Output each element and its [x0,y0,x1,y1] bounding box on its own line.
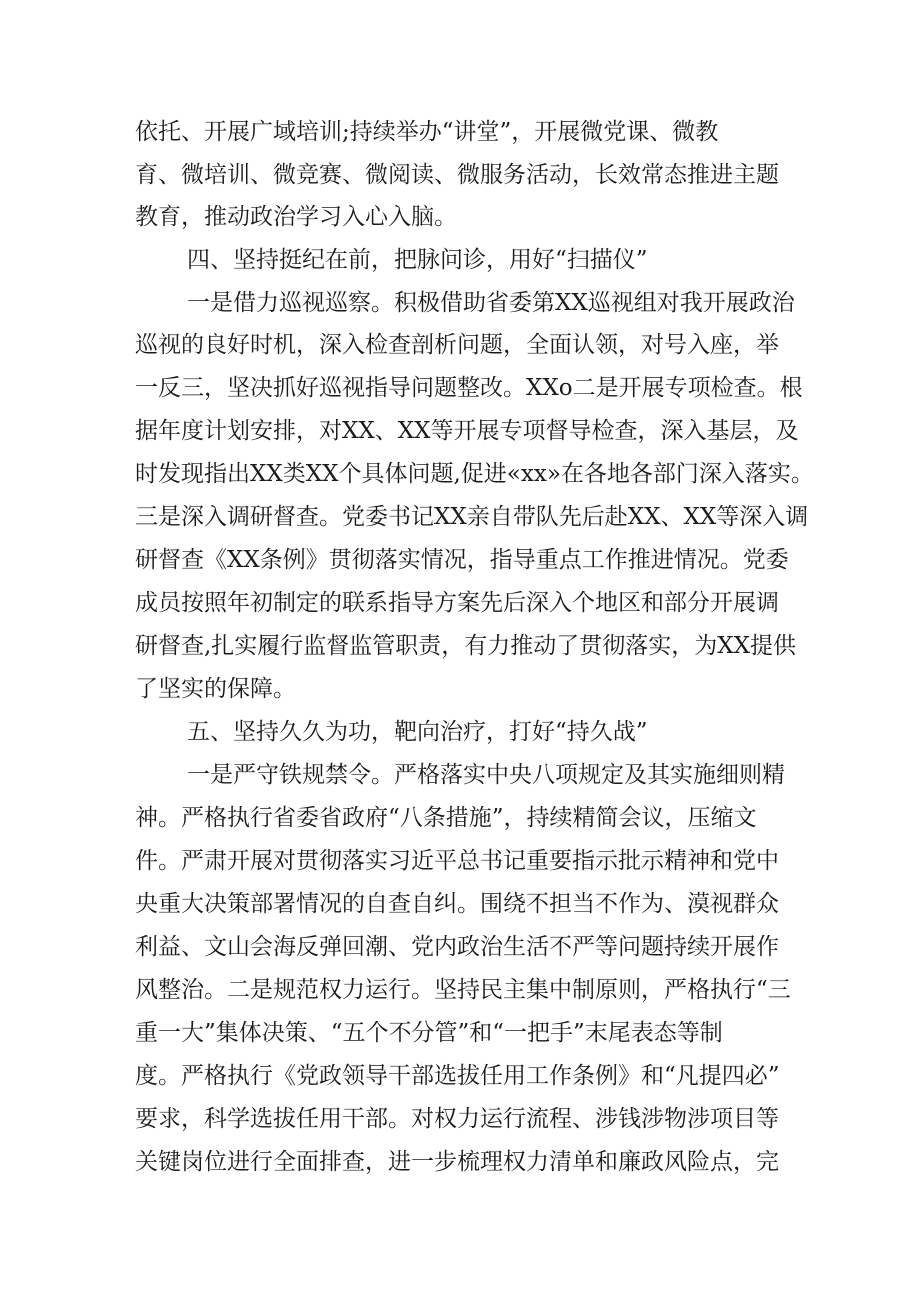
text-line: 教育，推动政治学习入心入脑。 [135,204,457,230]
text-line: 一是借力巡视巡察。积极借助省委第XX巡视组对我开展政治 [187,290,795,316]
text-line: 时发现指出XX类XX个具体问题,促进«xx»在各地各部门深入落实。 [135,461,814,487]
text-line: 了坚实的保障。 [135,676,296,702]
text-line: 风整治。二是规范权力运行。坚持民主集中制原则，严格执行“三 [135,977,791,1003]
text-line: 据年度计划安排，对XX、XX等开展专项督导检查，深入基层，及 [135,418,799,444]
text-line: 三是深入调研督查。党委书记XX亲自带队先后赴XX、XX等深入调 [135,504,809,530]
text-line: 度。严格执行《党政领导干部选拔任用工作条例》和“凡提四必” [135,1063,780,1089]
section-heading: 五、坚持久久为功，靶向治疗，打好“持久战” [187,719,648,745]
text-line: 件。严肃开展对贯彻落实习近平总书记重要指示批示精神和党中 [135,848,779,874]
text-line: 成员按照年初制定的联系指导方案先后深入个地区和部分开展调 [135,590,779,616]
text-line: 巡视的良好时机，深入检查剖析问题，全面认领，对号入座，举 [135,332,779,358]
text-line: 要求，科学选拔任用干部。对权力运行流程、涉钱涉物涉项目等 [135,1106,779,1132]
text-line: 一反三，坚决抓好巡视指导问题整改。XXo二是开展专项检查。根 [135,375,803,401]
text-line: 央重大决策部署情况的自查自纠。围绕不担当不作为、漠视群众 [135,891,779,917]
text-line: 利益、文山会海反弹回潮、党内政治生活不严等问题持续开展作 [135,934,779,960]
text-line: 关键岗位进行全面排查，进一步梳理权力清单和廉政风险点，完 [135,1149,779,1175]
text-line: 一是严守铁规禁令。严格落实中央八项规定及其实施细则精 [187,762,785,788]
text-line: 神。严格执行省委省政府“八条措施”，持续精简会议，压缩文 [135,805,757,831]
text-line: 重一大”集体决策、“五个不分管”和“一把手”末尾表态等制 [135,1020,723,1046]
text-line: 研督查《XX条例》贯彻落实情况，指导重点工作推进情况。党委 [135,547,789,573]
text-line: 依托、开展广域培训;持续举办“讲堂”，开展微党课、微教 [135,119,719,145]
section-heading: 四、坚持挺纪在前，把脉问诊，用好“扫描仪” [187,247,648,273]
text-line: 研督查,扎实履行监督监管职责，有力推动了贯彻落实，为XX提供 [135,633,797,659]
text-line: 育、微培训、微竞赛、微阅读、微服务活动，长效常态推进主题 [135,162,779,188]
